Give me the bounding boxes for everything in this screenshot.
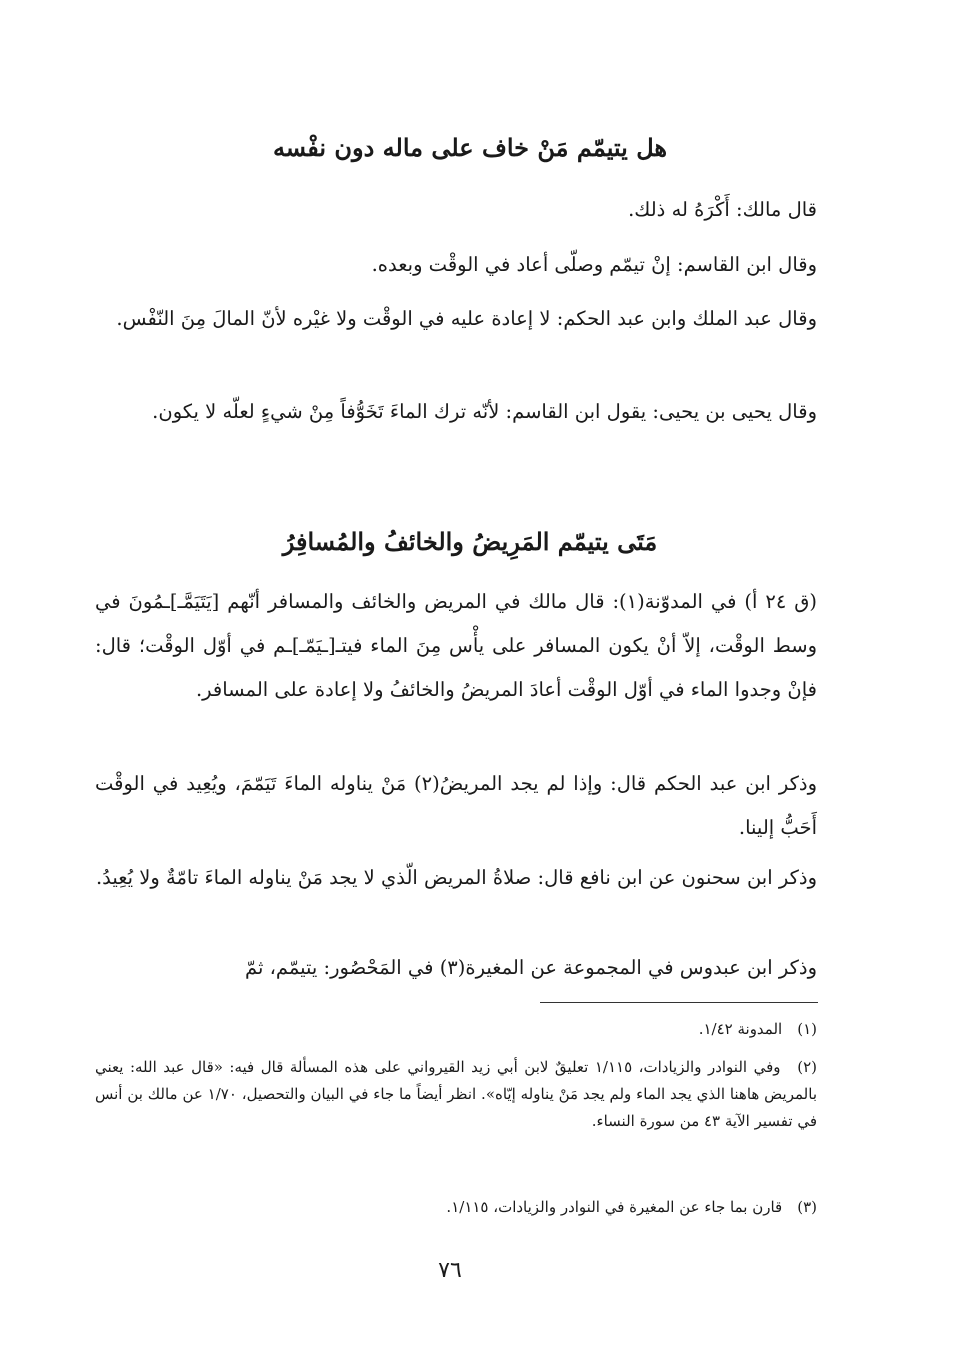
footnote [95, 1016, 817, 1043]
footnote-text: وفي النوادر والزيادات، ١/١١٥ تعليقٌ لابن أبي زيد القيرواني على هذه المسألة قال فيه: «قال عبد الله: يعني بالمريض هاهنا الذي يجد الماء ولم يجد مَنْ يناوله إيّاه». انظر أيضاً ما جاء في البيان والتحصيل، ١/٧٠ عن مالك بن أنس في تفسير الآية ٤٣ من سورة النساء. [95, 1058, 817, 1130]
paragraph: وذكر ابن عبد الحكم قال: وإذا لم يجد المريضُ(٢) مَنْ يناوله الماءَ تَيَمّمَ، ويُعِيد في الوقْت أَحَبُّ إلينا. [95, 772, 817, 839]
footnote-number: (١) [797, 1020, 817, 1038]
footnote-number: (٢) [797, 1058, 818, 1076]
paragraph: وذكر ابن سحنون عن ابن نافع قال: صلاةُ المريض الّذي لا يجد مَنْ يناوله الماءَ تامّةٌ ولا يُعِيدُ. [95, 866, 817, 889]
footnote-number: (٣) [797, 1198, 817, 1216]
page-number: ٧٦ [438, 1258, 462, 1283]
footnote-text: قارن بما جاء عن المغيرة في النوادر والزيادات، ١/١١٥. [446, 1198, 783, 1216]
section-heading-2: مَتَى يتيمّم المَرِيضُ والخائفُ والمُسافِرُ [282, 527, 658, 556]
paragraph: وذكر ابن عبدوس في المجموعة عن المغيرة(٣) في المَحْصُور: يتيمّم، ثمّ [244, 956, 817, 979]
footnote [95, 1194, 817, 1221]
section-heading-1: هل يتيمّم مَنْ خاف على ماله دون نفْسه [272, 133, 668, 162]
paragraph: وقال يحيى بن يحيى: يقول ابن القاسم: لأنّه ترك الماءَ تَخَوُّفاً مِنْ شيءٍ لعلّه لا يكون. [152, 400, 817, 423]
footnote-divider [540, 1002, 818, 1003]
footnote [95, 1054, 817, 1135]
paragraph: قال مالك: أَكْرَهُ له ذلك. [628, 198, 817, 221]
footnote-text: المدونة ١/٤٢. [698, 1020, 783, 1038]
paragraph: وقال عبد الملك وابن عبد الحكم: لا إعادة عليه في الوقْت ولا غيْره لأنّ المالَ مِنَ النّفْس. [116, 307, 817, 330]
paragraph: وقال ابن القاسم: إنْ تيمّم وصلّى أعاد في الوقْت وبعده. [371, 253, 817, 276]
paragraph: (ق ٢٤ أ) في المدوّنة(١): قال مالك في المريض والخائف والمسافر أنّهم [يَتَيَمَّـ]ـمُونَ في وسط الوقْت، إلاّ أنْ يكون المسافر على يأْس مِنَ الماء فيتـ[ـيَمّـ]ـم في أوّل الوقْت؛ قال: فإنْ وجدوا الماء في أوّل الوقْت أعادَ المريضُ والخائفُ ولا إعادة على المسافر. [95, 590, 817, 701]
